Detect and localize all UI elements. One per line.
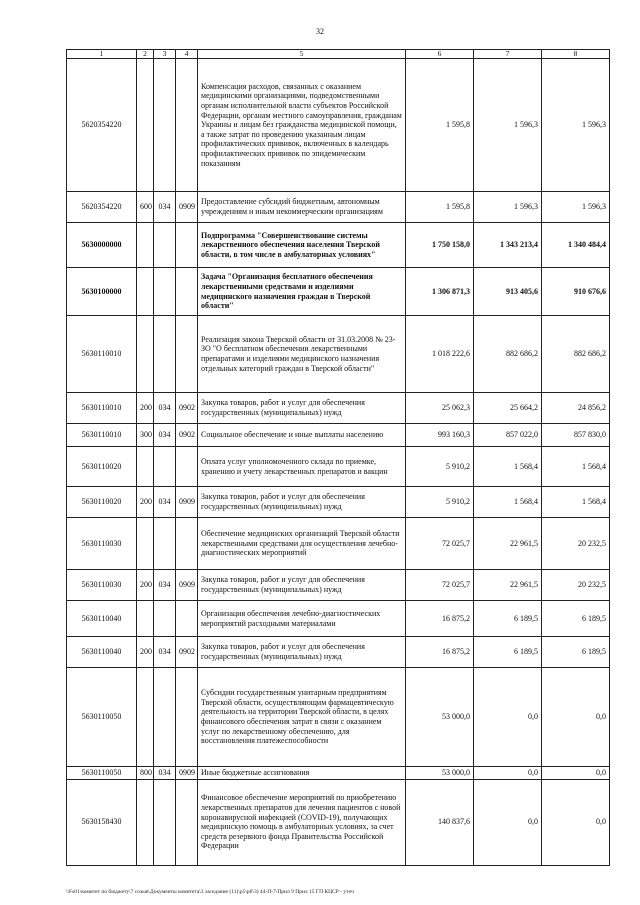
row-c2-cell: 600: [137, 192, 154, 223]
row-description-cell: Финансовое обеспечение мероприятий по приобретению лекарственных препаратов для лечения пациентов с новой коронавирусной инфекцией (COVID-19), получающих медицинскую помощь в амбулаторных условиях, за счет средств резервного фонда Правительства Российской Федерации: [198, 779, 406, 865]
row-value-2-cell: 1 568,4: [474, 447, 542, 487]
column-header: 1: [67, 50, 137, 59]
page-number: 32: [316, 27, 324, 36]
row-c2-cell: 200: [137, 487, 154, 518]
row-value-2-cell: 6 189,5: [474, 637, 542, 668]
row-code-cell: 5620354220: [67, 59, 137, 192]
row-value-3-cell: 910 676,6: [542, 268, 610, 316]
row-c3-cell: [154, 518, 176, 570]
row-value-2-cell: 25 664,2: [474, 393, 542, 424]
row-c3-cell: 034: [154, 192, 176, 223]
row-description-cell: Предоставление субсидий бюджетным, автономным учреждениям и иным некоммерческим организациям: [198, 192, 406, 223]
table-row: [67, 637, 610, 668]
row-value-2-cell: 913 405,6: [474, 268, 542, 316]
row-c2-cell: 200: [137, 570, 154, 601]
file-path-footer: \\Fs01\комитет по бюджету\7 созыв\Документы комитета\3 заседание (11)\р5\рб\3) 44-П-7\Прил 9 Прил 15 ГП КЦСР - уточ: [66, 889, 354, 895]
row-value-2-cell: 0,0: [474, 779, 542, 865]
row-value-1-cell: 72 025,7: [406, 518, 474, 570]
row-value-3-cell: 857 830,0: [542, 424, 610, 447]
table-row: [67, 601, 610, 637]
row-value-3-cell: 1 596,3: [542, 192, 610, 223]
row-value-1-cell: 993 160,3: [406, 424, 474, 447]
table-row: [67, 518, 610, 570]
table-row: [67, 767, 610, 780]
row-c4-cell: 0902: [176, 393, 198, 424]
row-value-2-cell: 1 343 213,4: [474, 223, 542, 268]
row-code-cell: 5630000000: [67, 223, 137, 268]
table-row: [67, 487, 610, 518]
row-value-3-cell: 882 686,2: [542, 316, 610, 393]
row-code-cell: 5630110030: [67, 570, 137, 601]
table-row: [67, 424, 610, 447]
row-c3-cell: 034: [154, 424, 176, 447]
row-description-cell: Оплата услуг уполномоченного склада по приемке, хранению и учету лекарственных препаратов и вакцин: [198, 447, 406, 487]
row-description-cell: Субсидии государственным унитарным предприятиям Тверской области, осуществляющим фармацевтическую деятельность на территории Тверской области, в целях финансового обеспечения затрат в связи с оказанием услуг по лекарственному обеспечению, для восстановления платежеспособности: [198, 668, 406, 767]
row-c4-cell: [176, 59, 198, 192]
row-c4-cell: 0902: [176, 637, 198, 668]
column-header: 4: [176, 50, 198, 59]
row-code-cell: 5630110020: [67, 447, 137, 487]
row-value-1-cell: 5 910,2: [406, 487, 474, 518]
row-value-2-cell: 0,0: [474, 767, 542, 780]
budget-table: [66, 49, 610, 866]
row-c3-cell: [154, 447, 176, 487]
row-description-cell: Закупка товаров, работ и услуг для обеспечения государственных (муниципальных) нужд: [198, 487, 406, 518]
table-row: [67, 59, 610, 192]
row-c2-cell: 200: [137, 637, 154, 668]
row-c2-cell: 200: [137, 393, 154, 424]
row-value-3-cell: 0,0: [542, 779, 610, 865]
row-c4-cell: [176, 268, 198, 316]
row-code-cell: 5630110040: [67, 637, 137, 668]
row-c3-cell: 034: [154, 570, 176, 601]
row-c3-cell: 034: [154, 767, 176, 780]
row-value-3-cell: 24 856,2: [542, 393, 610, 424]
row-description-cell: Реализация закона Тверской области от 31.03.2008 № 23-ЗО "О бесплатном обеспечении лекарственными препаратами и изделиями медицинского назначения отдельных категорий граждан в Тверской области": [198, 316, 406, 393]
row-c2-cell: [137, 268, 154, 316]
row-c2-cell: 300: [137, 424, 154, 447]
row-value-3-cell: 6 189,5: [542, 637, 610, 668]
row-description-cell: Иные бюджетные ассигнования: [198, 767, 406, 780]
row-description-cell: Закупка товаров, работ и услуг для обеспечения государственных (муниципальных) нужд: [198, 393, 406, 424]
row-value-1-cell: 25 062,3: [406, 393, 474, 424]
row-c2-cell: [137, 223, 154, 268]
row-code-cell: 5630110030: [67, 518, 137, 570]
row-value-1-cell: 16 875,2: [406, 637, 474, 668]
row-value-1-cell: 1 750 158,0: [406, 223, 474, 268]
column-header: 5: [198, 50, 406, 59]
row-value-2-cell: 22 961,5: [474, 518, 542, 570]
row-c2-cell: [137, 779, 154, 865]
row-value-3-cell: 1 568,4: [542, 487, 610, 518]
row-value-1-cell: 140 837,6: [406, 779, 474, 865]
row-c2-cell: [137, 518, 154, 570]
row-value-3-cell: 1 568,4: [542, 447, 610, 487]
row-c4-cell: 0909: [176, 570, 198, 601]
row-value-1-cell: 1 595,8: [406, 192, 474, 223]
row-value-2-cell: 6 189,5: [474, 601, 542, 637]
row-code-cell: 5630100000: [67, 268, 137, 316]
table-row: [67, 192, 610, 223]
row-value-1-cell: 16 875,2: [406, 601, 474, 637]
row-value-3-cell: 1 340 484,4: [542, 223, 610, 268]
row-value-3-cell: 20 232,5: [542, 518, 610, 570]
row-value-1-cell: 5 910,2: [406, 447, 474, 487]
row-code-cell: 5630110050: [67, 668, 137, 767]
table-row: [67, 316, 610, 393]
row-value-1-cell: 1 018 222,6: [406, 316, 474, 393]
row-c3-cell: 034: [154, 393, 176, 424]
row-code-cell: 5630110020: [67, 487, 137, 518]
row-c4-cell: [176, 668, 198, 767]
row-description-cell: Задача "Организация бесплатного обеспечения лекарственными средствами и изделиями медицинского назначения граждан в Тверской области": [198, 268, 406, 316]
row-description-cell: Подпрограмма "Совершенствование системы лекарственного обеспечения населения Тверской области, в том числе в амбулаторных условиях": [198, 223, 406, 268]
row-value-3-cell: 20 232,5: [542, 570, 610, 601]
row-description-cell: Социальное обеспечение и иные выплаты населению: [198, 424, 406, 447]
row-c4-cell: 0909: [176, 767, 198, 780]
row-c4-cell: [176, 601, 198, 637]
row-value-1-cell: 53 000,0: [406, 767, 474, 780]
column-header: 3: [154, 50, 176, 59]
row-c2-cell: [137, 668, 154, 767]
row-value-1-cell: 53 000,0: [406, 668, 474, 767]
row-c3-cell: [154, 59, 176, 192]
row-code-cell: 5630110010: [67, 424, 137, 447]
row-c3-cell: [154, 268, 176, 316]
column-header: 8: [542, 50, 610, 59]
table-row: [67, 668, 610, 767]
row-c4-cell: 0909: [176, 487, 198, 518]
row-value-3-cell: 6 189,5: [542, 601, 610, 637]
row-description-cell: Закупка товаров, работ и услуг для обеспечения государственных (муниципальных) нужд: [198, 637, 406, 668]
row-description-cell: Организация обеспечения лечебно-диагностических мероприятий расходными материалами: [198, 601, 406, 637]
row-description-cell: Обеспечение медицинских организаций Тверской области лекарственными средствами для осуществления лечебно-диагностических мероприятий: [198, 518, 406, 570]
row-description-cell: Компенсация расходов, связанных с оказанием медицинскими организациями, подведомственными органам исполнительной власти субъектов Российской Федерации, органам местного самоуправления, гражданам Украины и лицам без гражданства медицинской помощи, а также затрат по проведению указанным лицам профилактических прививок, включенных в календарь профилактических прививок по эпидемическим показаниям: [198, 59, 406, 192]
row-value-1-cell: 1 306 871,3: [406, 268, 474, 316]
row-c2-cell: [137, 316, 154, 393]
row-value-2-cell: 882 686,2: [474, 316, 542, 393]
row-c4-cell: [176, 447, 198, 487]
row-value-2-cell: 1 596,3: [474, 59, 542, 192]
row-c3-cell: [154, 668, 176, 767]
row-c3-cell: [154, 601, 176, 637]
row-c2-cell: [137, 447, 154, 487]
row-c3-cell: [154, 223, 176, 268]
row-value-2-cell: 0,0: [474, 668, 542, 767]
table-row: [67, 268, 610, 316]
row-value-3-cell: 0,0: [542, 767, 610, 780]
row-c3-cell: [154, 316, 176, 393]
row-c4-cell: 0909: [176, 192, 198, 223]
row-code-cell: 5620354220: [67, 192, 137, 223]
column-header: 6: [406, 50, 474, 59]
row-c3-cell: 034: [154, 637, 176, 668]
column-header: 7: [474, 50, 542, 59]
row-c4-cell: 0902: [176, 424, 198, 447]
table-row: [67, 223, 610, 268]
row-c3-cell: 034: [154, 487, 176, 518]
row-value-2-cell: 857 022,0: [474, 424, 542, 447]
row-c3-cell: [154, 779, 176, 865]
row-code-cell: 5630110050: [67, 767, 137, 780]
table-row: [67, 447, 610, 487]
row-value-3-cell: 1 596,3: [542, 59, 610, 192]
row-value-2-cell: 1 596,3: [474, 192, 542, 223]
row-c4-cell: [176, 223, 198, 268]
column-header-row: [67, 50, 610, 59]
row-c4-cell: [176, 316, 198, 393]
row-c2-cell: 800: [137, 767, 154, 780]
table-row: [67, 570, 610, 601]
row-description-cell: Закупка товаров, работ и услуг для обеспечения государственных (муниципальных) нужд: [198, 570, 406, 601]
row-code-cell: 5630158430: [67, 779, 137, 865]
row-value-1-cell: 72 025,7: [406, 570, 474, 601]
row-c4-cell: [176, 779, 198, 865]
row-value-1-cell: 1 595,8: [406, 59, 474, 192]
table-row: [67, 779, 610, 865]
row-value-2-cell: 1 568,4: [474, 487, 542, 518]
row-value-3-cell: 0,0: [542, 668, 610, 767]
row-c4-cell: [176, 518, 198, 570]
table-row: [67, 393, 610, 424]
column-header: 2: [137, 50, 154, 59]
row-code-cell: 5630110040: [67, 601, 137, 637]
row-code-cell: 5630110010: [67, 393, 137, 424]
row-value-2-cell: 22 961,5: [474, 570, 542, 601]
row-code-cell: 5630110010: [67, 316, 137, 393]
row-c2-cell: [137, 59, 154, 192]
row-c2-cell: [137, 601, 154, 637]
